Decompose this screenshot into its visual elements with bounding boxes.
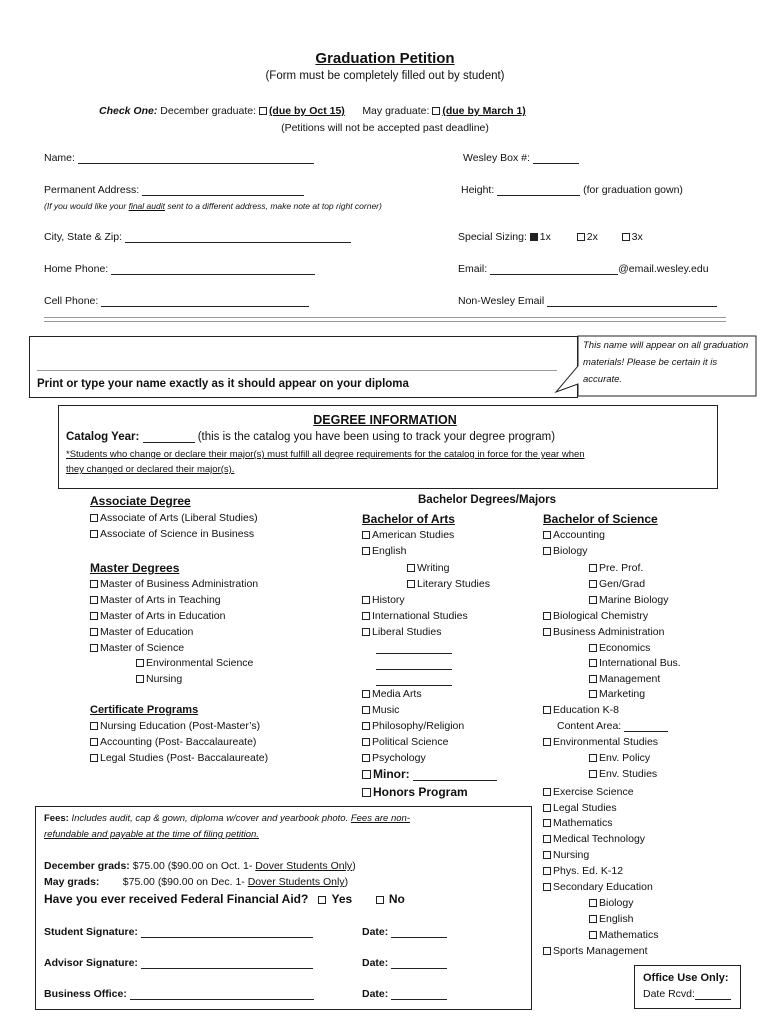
size-2x-checkbox[interactable] — [577, 233, 585, 241]
diploma-callout-note: This name will appear on all graduation materials! Please be certain it is accurate. — [583, 340, 749, 385]
list-item[interactable]: History — [362, 594, 405, 606]
office-use-title: Office Use Only: — [643, 972, 729, 984]
advisor-date-row: Date: — [362, 957, 447, 969]
may-checkbox[interactable] — [432, 107, 440, 115]
business-office-row: Business Office: — [44, 988, 314, 1000]
diploma-name-label: Print or type your name exactly as it should appear on your diploma — [37, 378, 409, 390]
dec-fee-row: December grads: $75.00 ($90.00 on Oct. 1- Dover Students Only) — [44, 860, 356, 872]
catalog-row — [66, 431, 555, 443]
subtitle: (Form must be completely filled out by student) — [265, 70, 505, 82]
name-label: Name: — [44, 152, 75, 164]
ba-title: Bachelor of Arts — [362, 512, 455, 526]
height-field[interactable] — [497, 194, 580, 196]
list-item[interactable]: International Studies — [362, 610, 468, 622]
nonwesley-label: Non-Wesley Email — [458, 295, 545, 307]
list-item[interactable]: Env. Policy — [589, 752, 650, 764]
list-item[interactable]: Master of Science — [90, 642, 184, 654]
box-field[interactable] — [533, 162, 579, 164]
list-item[interactable]: Mathematics — [543, 817, 613, 829]
diploma-name-line — [37, 370, 557, 371]
list-item[interactable]: Exercise Science — [543, 786, 634, 798]
nonwesley-row — [458, 295, 717, 307]
name-field[interactable] — [78, 162, 314, 164]
business-date-field[interactable] — [391, 998, 447, 1000]
aid-no-checkbox[interactable] — [376, 896, 384, 904]
list-item[interactable]: Env. Studies — [589, 768, 657, 780]
list-item[interactable]: Nursing — [136, 673, 182, 685]
height-row — [461, 184, 683, 196]
home-label: Home Phone: — [44, 263, 109, 275]
cell-label: Cell Phone: — [44, 295, 99, 307]
address-label: Permanent Address: — [44, 184, 140, 196]
december-checkbox[interactable] — [259, 107, 267, 115]
list-item[interactable]: Biological Chemistry — [543, 610, 648, 622]
aid-row: Have you ever received Federal Financial Aid? Yes No — [44, 892, 405, 906]
catalog-warning-1: *Students who change or declare their major(s) must fulfill all degree requirements for the catalog in force for the year when — [66, 449, 585, 460]
student-date-row: Date: — [362, 926, 447, 938]
cell-field[interactable] — [101, 305, 309, 307]
city-field[interactable] — [125, 241, 351, 243]
check-one-row — [99, 105, 526, 117]
master-title: Master Degrees — [90, 561, 180, 575]
list-item[interactable]: Media Arts — [362, 688, 422, 700]
box-row — [463, 152, 579, 164]
fees-desc-1: Fees: Includes audit, cap & gown, diploma w/cover and yearbook photo. Fees are non- — [44, 813, 410, 824]
catalog-field[interactable] — [143, 441, 195, 443]
sizing-row: Special Sizing: 1x 2x 3x — [458, 231, 643, 243]
list-item[interactable]: American Studies — [362, 529, 454, 541]
list-item[interactable]: Biology — [589, 897, 633, 909]
list-item[interactable]: Gen/Grad — [589, 578, 645, 590]
size-3x-checkbox[interactable] — [622, 233, 630, 241]
catalog-warning-2: they changed or declared their major(s). — [66, 464, 235, 475]
list-item[interactable]: Environmental Science — [136, 657, 253, 669]
email-domain: @email.wesley.edu — [618, 263, 709, 275]
student-signature-field[interactable] — [141, 936, 313, 938]
date-rcvd-field[interactable] — [695, 998, 731, 1000]
height-label: Height: — [461, 184, 495, 196]
list-item[interactable]: Political Science — [362, 736, 448, 748]
student-date-field[interactable] — [391, 936, 447, 938]
home-field[interactable] — [111, 273, 315, 275]
student-signature-row: Student Signature: — [44, 926, 313, 938]
blank-major-line[interactable] — [376, 668, 452, 670]
list-item[interactable]: Mathematics — [589, 929, 659, 941]
list-item[interactable]: Pre. Prof. — [589, 562, 643, 574]
aid-question: Have you ever received Federal Financial Aid? — [44, 892, 309, 906]
city-row — [44, 231, 351, 243]
list-item[interactable]: Master of Business Administration — [90, 578, 258, 590]
list-item[interactable]: Associate of Science in Business — [90, 528, 254, 540]
list-item[interactable]: Education K-8 — [543, 704, 619, 716]
associate-title: Associate Degree — [90, 494, 191, 508]
list-item[interactable]: Sports Management — [543, 945, 648, 957]
advisor-date-field[interactable] — [391, 967, 447, 969]
size-1x-checkbox[interactable] — [530, 233, 538, 241]
list-item[interactable]: Master of Education — [90, 626, 193, 638]
catalog-note: (this is the catalog you have been using to track your degree program) — [197, 431, 556, 443]
bachelor-title: Bachelor Degrees/Majors — [418, 494, 557, 506]
minor-row[interactable]: Minor: — [362, 767, 497, 781]
list-item[interactable]: Liberal Studies — [362, 626, 441, 638]
certificate-title: Certificate Programs — [90, 704, 199, 716]
fees-desc-2: refundable and payable at the time of filing petition. — [44, 829, 259, 840]
email-label: Email: — [458, 263, 488, 275]
city-label: City, State & Zip: — [44, 231, 122, 243]
content-area-field[interactable] — [624, 730, 668, 732]
list-item[interactable]: Music — [362, 704, 399, 716]
list-item[interactable]: Phys. Ed. K-12 — [543, 865, 623, 877]
business-date-row: Date: — [362, 988, 447, 1000]
advisor-signature-field[interactable] — [141, 967, 313, 969]
list-item[interactable]: Biology — [543, 545, 587, 557]
list-item[interactable]: Accounting (Post- Baccalaureate) — [90, 736, 256, 748]
degree-info-title: DEGREE INFORMATION — [313, 413, 457, 427]
business-office-field[interactable] — [130, 998, 314, 1000]
nonwesley-field[interactable] — [547, 305, 717, 307]
home-phone-row — [44, 263, 315, 275]
list-item[interactable]: Nursing — [543, 849, 589, 861]
sizing-label: Special Sizing: — [458, 231, 527, 243]
address-field[interactable] — [142, 194, 304, 196]
list-item[interactable]: English — [362, 545, 406, 557]
box-label: Wesley Box #: — [463, 152, 530, 164]
may-due: (due by March 1) — [442, 105, 526, 117]
content-area-row: Content Area: — [557, 720, 668, 732]
divider — [44, 317, 726, 318]
divider — [44, 321, 726, 322]
list-item[interactable]: Business Administration — [543, 626, 664, 638]
gown-note: (for graduation gown) — [583, 184, 683, 196]
list-item[interactable]: Secondary Education — [543, 881, 653, 893]
date-rcvd-row: Date Rcvd: — [643, 988, 731, 1000]
name-row — [44, 152, 314, 164]
check-one-label: Check One: — [99, 105, 158, 117]
honors-row[interactable]: Honors Program — [362, 785, 468, 799]
aid-yes-checkbox[interactable] — [318, 896, 326, 904]
email-field[interactable] — [490, 273, 618, 275]
list-item[interactable]: English — [589, 913, 633, 925]
deadline-note: (Petitions will not be accepted past deadline) — [281, 122, 489, 134]
list-item[interactable]: Literary Studies — [407, 578, 490, 590]
address-row — [44, 184, 304, 196]
list-item[interactable]: Medical Technology — [543, 833, 645, 845]
list-item[interactable]: Master of Arts in Teaching — [90, 594, 221, 606]
blank-major-line[interactable] — [376, 652, 452, 654]
email-row — [458, 263, 709, 275]
list-item[interactable]: Legal Studies — [543, 802, 617, 814]
list-item[interactable]: Legal Studies (Post- Baccalaureate) — [90, 752, 268, 764]
advisor-signature-row: Advisor Signature: — [44, 957, 313, 969]
list-item[interactable]: Economics — [589, 642, 650, 654]
may-fee-row: May grads: $75.00 ($90.00 on Dec. 1- Dover Students Only) — [44, 876, 349, 888]
list-item[interactable]: Master of Arts in Education — [90, 610, 225, 622]
cell-phone-row — [44, 295, 309, 307]
list-item[interactable]: Management — [589, 673, 660, 685]
list-item[interactable]: Accounting — [543, 529, 605, 541]
list-item[interactable]: Associate of Arts (Liberal Studies) — [90, 512, 258, 524]
list-item[interactable]: Nursing Education (Post-Master’s) — [90, 720, 260, 732]
list-item[interactable]: Philosophy/Religion — [362, 720, 464, 732]
list-item[interactable]: Psychology — [362, 752, 426, 764]
bs-title: Bachelor of Science — [543, 512, 658, 526]
list-item[interactable]: Marketing — [589, 688, 645, 700]
audit-note: (If you would like your final audit sent to a different address, make note at top right corner) — [44, 201, 382, 211]
list-item[interactable]: Marine Biology — [589, 594, 668, 606]
page-title: Graduation Petition — [315, 50, 455, 67]
may-label: May graduate: — [362, 105, 430, 117]
list-item[interactable]: Environmental Studies — [543, 736, 658, 748]
december-label: December graduate: — [160, 105, 257, 117]
catalog-label: Catalog Year: — [66, 431, 140, 443]
list-item[interactable]: International Bus. — [589, 657, 681, 669]
blank-major-line[interactable] — [376, 684, 452, 686]
december-due: (due by Oct 15) — [268, 105, 345, 117]
list-item[interactable]: Writing — [407, 562, 449, 574]
